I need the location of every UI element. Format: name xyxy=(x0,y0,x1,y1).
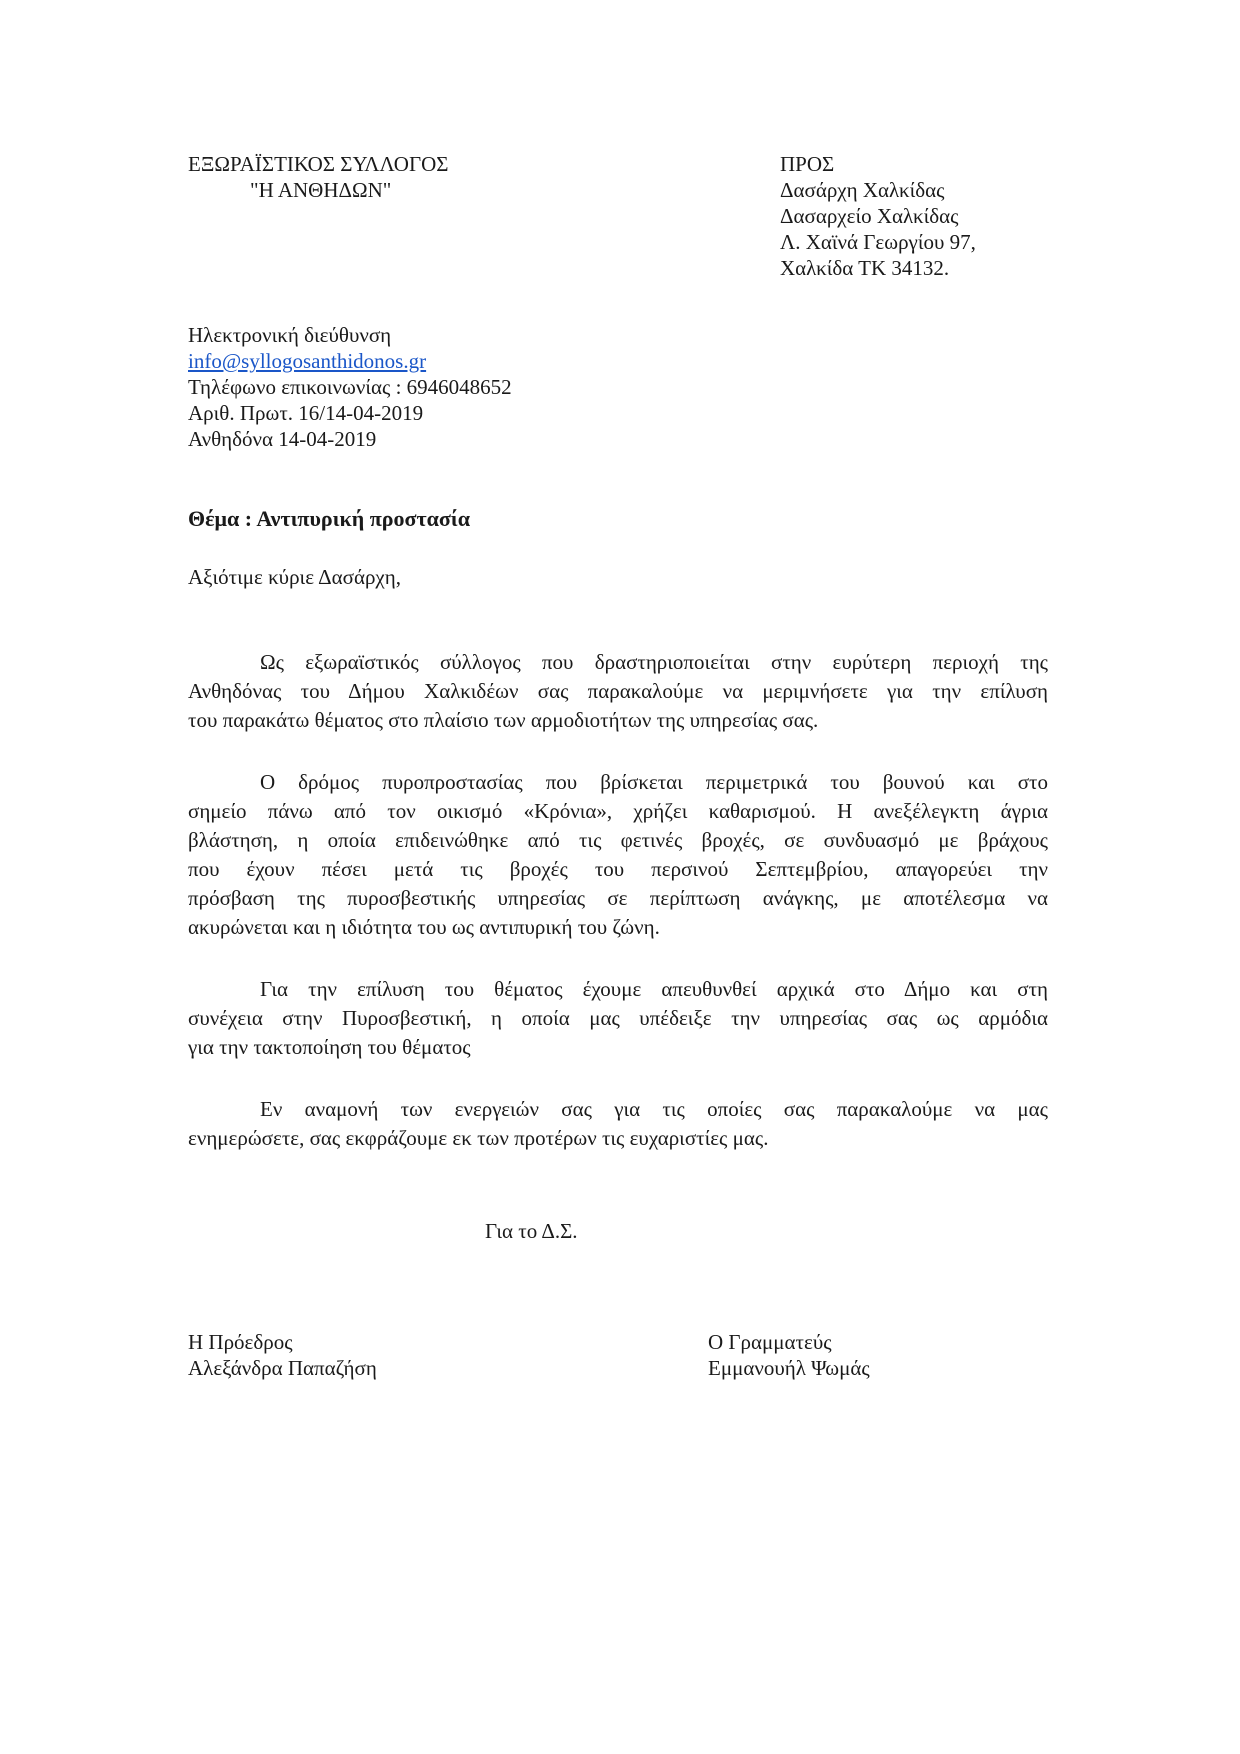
signature-president xyxy=(188,1329,377,1381)
phone-line: Τηλέφωνο επικοινωνίας : 6946048652 xyxy=(188,375,512,399)
recipient-line-4: Χαλκίδα ΤΚ 34132. xyxy=(780,256,950,280)
subject-line: Θέμα : Αντιπυρική προστασία xyxy=(188,506,470,531)
sender-subtitle: "Η ΑΝΘΗΔΩΝ" xyxy=(250,178,392,202)
paragraph-line: ακυρώνεται και η ιδιότητα του ως αντιπυρική του ζώνη. xyxy=(188,915,660,939)
recipient-block xyxy=(780,151,1160,281)
closing-line: Για το Δ.Σ. xyxy=(485,1219,578,1243)
paragraph-line: Ως εξωραϊστικός σύλλογος που δραστηριοποιείται στην ευρύτερη περιοχή της xyxy=(260,650,1048,674)
paragraph-line: που έχουν πέσει μετά τις βροχές του περσινού Σεπτεμβρίου, απαγορεύει την xyxy=(188,857,1048,881)
paragraph-line: Για την επίλυση του θέματος έχουμε απευθυνθεί αρχικά στο Δήμο και στη xyxy=(260,977,1048,1001)
email-label: Ηλεκτρονική διεύθυνση xyxy=(188,323,392,347)
recipient-line-1: Δασάρχη Χαλκίδας xyxy=(780,178,945,202)
paragraph-line: για την τακτοποίηση του θέματος xyxy=(188,1035,471,1059)
letter-body xyxy=(188,648,1048,1186)
recipient-line-3: Λ. Χαϊνά Γεωργίου 97, xyxy=(780,230,976,254)
paragraph xyxy=(188,975,1048,1062)
paragraph-line: πρόσβαση της πυροσβεστικής υπηρεσίας σε περίπτωση ανάγκης, με αποτέλεσμα να xyxy=(188,886,1048,910)
paragraph-line: Ο δρόμος πυροπροστασίας που βρίσκεται περιμετρικά του βουνού και στο xyxy=(260,770,1048,794)
signature-name: Αλεξάνδρα Παπαζήση xyxy=(188,1356,377,1380)
salutation: Αξιότιμε κύριε Δασάρχη, xyxy=(188,565,401,589)
paragraph xyxy=(188,768,1048,942)
protocol-number: Αριθ. Πρωτ. 16/14-04-2019 xyxy=(188,401,424,425)
paragraph-line: ενημερώσετε, σας εκφράζουμε εκ των προτέρων τις ευχαριστίες μας. xyxy=(188,1126,769,1150)
paragraph-line: Εν αναμονή των ενεργειών σας για τις οποίες σας παρακαλούμε να μας xyxy=(260,1097,1048,1121)
recipient-line-2: Δασαρχείο Χαλκίδας xyxy=(780,204,959,228)
paragraph xyxy=(188,648,1048,735)
sender-name: ΕΞΩΡΑΪΣΤΙΚΟΣ ΣΥΛΛΟΓΟΣ xyxy=(188,152,449,176)
paragraph xyxy=(188,1095,1048,1153)
paragraph-line: συνέχεια στην Πυροσβεστική, η οποία μας υπέδειξε την υπηρεσίας σας ως αρμόδια xyxy=(188,1006,1048,1030)
sender-block xyxy=(188,151,608,203)
signature-title: Η Πρόεδρος xyxy=(188,1330,293,1354)
signature-secretary xyxy=(708,1329,870,1381)
recipient-label: ΠΡΟΣ xyxy=(780,152,835,176)
signature-name: Εμμανουήλ Ψωμάς xyxy=(708,1356,870,1380)
email-link[interactable]: info@syllogosanthidonos.gr xyxy=(188,349,427,373)
paragraph-line: σημείο πάνω από τον οικισμό «Κρόνια», χρήζει καθαρισμού. Η ανεξέλεγκτη άγρια xyxy=(188,799,1048,823)
contact-block xyxy=(188,322,708,452)
signature-title: Ο Γραμματεύς xyxy=(708,1330,832,1354)
paragraph-line: του παρακάτω θέματος στο πλαίσιο των αρμοδιοτήτων της υπηρεσίας σας. xyxy=(188,708,819,732)
paragraph-line: Ανθηδόνας του Δήμου Χαλκιδέων σας παρακαλούμε να μεριμνήσετε για την επίλυση xyxy=(188,679,1048,703)
place-date: Ανθηδόνα 14-04-2019 xyxy=(188,427,377,451)
paragraph-line: βλάστηση, η οποία επιδεινώθηκε από τις φετινές βροχές, σε συνδυασμό με βράχους xyxy=(188,828,1048,852)
